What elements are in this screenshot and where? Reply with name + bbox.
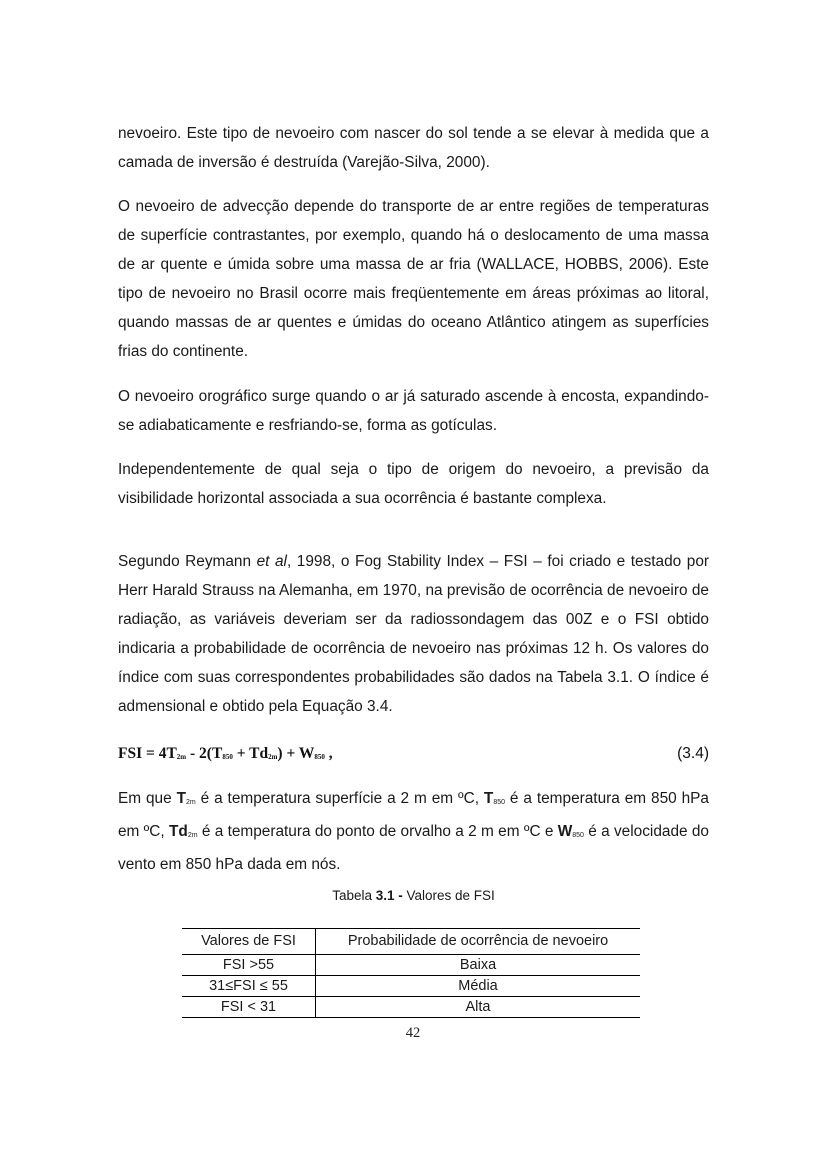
table-cell-probability: Baixa: [459, 957, 497, 973]
definition-text-5: é a velocidade do vento em 850 hPa dada em nós.: [118, 823, 709, 873]
table-cell-fsi: 31≤FSI ≤ 55: [182, 976, 316, 997]
equation-number: (3.4): [677, 745, 709, 762]
variable-w-sub: 850: [572, 832, 584, 839]
definition-text-1: Em que: [118, 790, 177, 807]
table-row: [182, 955, 640, 976]
table-cell-probability: Alta: [465, 999, 491, 1015]
equation-mid3: ) + W: [277, 745, 315, 762]
variable-td: Td: [169, 823, 188, 840]
variable-t850: T: [483, 790, 494, 807]
table-cell-fsi: FSI < 31: [182, 997, 316, 1018]
paragraph-variable-definitions: [118, 784, 709, 879]
table-cell-probability: Média: [458, 978, 498, 994]
equation-mid2: + Td: [232, 745, 269, 762]
paragraph-visibility-forecast: Independentemente de qual seja o tipo de origem do nevoeiro, a previsão da visibilidade horizontal associada a sua ocorrência é bastante complexa.: [118, 461, 709, 507]
variable-t850-sub: 850: [493, 799, 506, 806]
variable-w: W: [557, 823, 573, 840]
equation-sub-t2m: 2m: [176, 753, 187, 761]
equation-sub-t850: 850: [222, 753, 233, 761]
definition-text-3: é a temperatura em 850 hPa em ºC,: [118, 790, 709, 840]
paragraph-fsi-intro-a: Segundo Reymann: [118, 553, 257, 570]
paragraph-fsi-intro-italic: et al: [256, 553, 287, 570]
paragraph-fsi-intro-b: , 1998, o Fog Stability Index – FSI – foi criado e testado por Herr Harald Strauss na Alemanha, em 1970, na previsão de ocorrência de nevoeiro de radiação, as variáveis deveriam ser da radiossondagem das 00Z e o FSI obtido indicaria a probabilidade de ocorrência de nevoeiro nas próximas 12 h. Os valores do índice com suas correspondentes probabilidades são dados na Tabela 3.1. O índice é admensional e obtido pela Equação 3.4.: [118, 553, 710, 715]
fsi-table: [182, 928, 640, 1018]
table-caption-b: Valores de FSI: [402, 888, 495, 903]
variable-td-sub: 2m: [187, 832, 198, 839]
table-caption: [118, 888, 709, 903]
table-caption-number: 3.1 -: [375, 888, 403, 903]
table-row: [182, 976, 640, 997]
table-row: [182, 997, 640, 1018]
variable-t: T: [176, 790, 186, 807]
definition-text-2: é a temperatura superfície a 2 m em ºC,: [195, 790, 484, 807]
table-header-fsi-values: Valores de FSI: [182, 929, 316, 955]
equation-fsi: [118, 742, 709, 766]
variable-t-sub: 2m: [185, 799, 196, 806]
page-number: 42: [405, 1025, 421, 1041]
equation-lead: FSI = 4T: [118, 745, 177, 762]
paragraph-radiation-fog-end: nevoeiro. Este tipo de nevoeiro com nascer do sol tende a se elevar à medida que a camada de inversão é destruída (Varejão-Silva, 2000).: [118, 125, 709, 171]
paragraph-advection-fog: O nevoeiro de advecção depende do transporte de ar entre regiões de temperaturas de superfície contrastantes, por exemplo, quando há o deslocamento de uma massa de ar quente e úmida sobre uma massa de ar fria (WALLACE, HOBBS, 2006). Este tipo de nevoeiro no Brasil ocorre mais freqüentemente em áreas próximas ao litoral, quando massas de ar quentes e úmidas do oceano Atlântico atingem as superfícies frias do continente.: [118, 198, 709, 360]
paragraph-orographic-fog: O nevoeiro orográfico surge quando o ar já saturado ascende à encosta, expandindo-se adiabaticamente e resfriando-se, forma as gotículas.: [118, 388, 709, 434]
definition-text-4: é a temperatura do ponto de orvalho a 2 m em ºC e: [197, 823, 558, 840]
equation-mid1: - 2(T: [186, 745, 223, 762]
table-header-probability: Probabilidade de ocorrência de nevoeiro: [347, 933, 609, 949]
paragraph-fsi-intro: [118, 547, 709, 721]
table-header-row: [182, 929, 640, 955]
table-cell-fsi: FSI >55: [182, 955, 316, 976]
table-caption-a: Tabela: [332, 888, 376, 903]
equation-sub-w850: 850: [314, 753, 325, 761]
equation-sub-td2m: 2m: [268, 753, 278, 761]
equation-tail: ,: [324, 745, 333, 762]
